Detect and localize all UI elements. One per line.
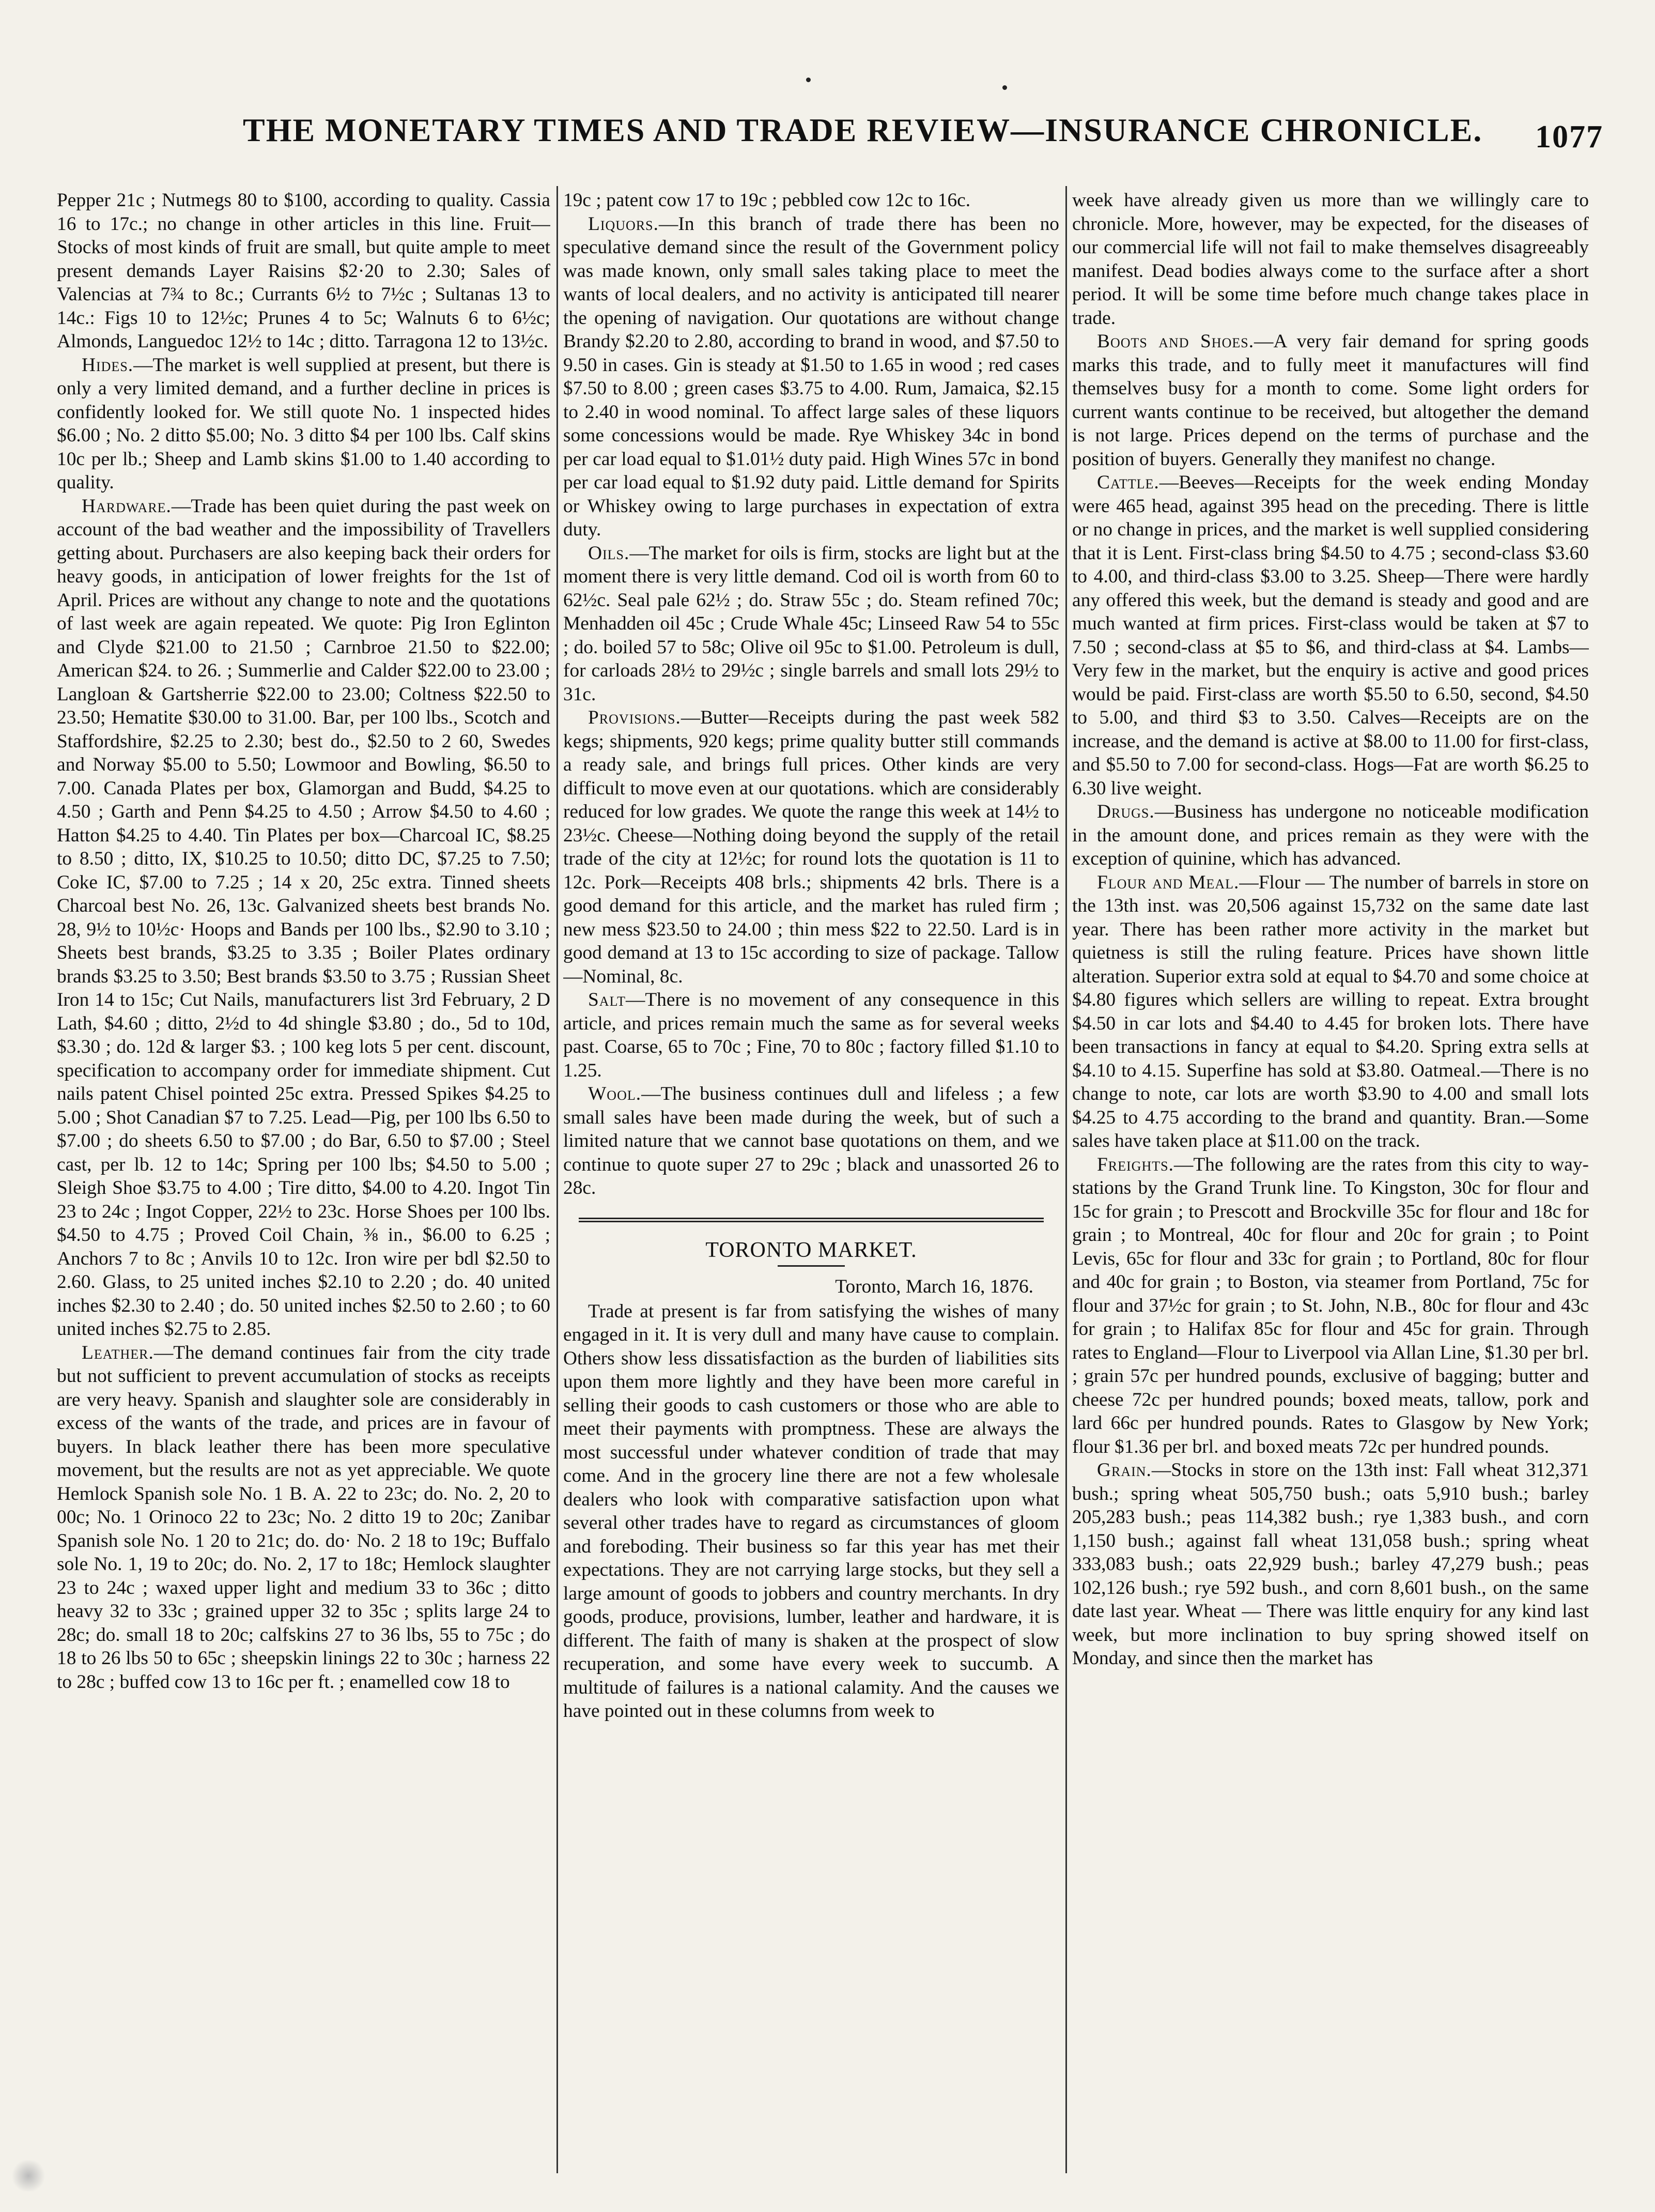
flour-and-meal-section <box>1072 871 1589 1153</box>
dateline: Toronto, March 16, 1876. <box>835 1276 1033 1297</box>
section-heading: Drugs. <box>1097 801 1155 822</box>
section-heading: Grain. <box>1097 1460 1152 1481</box>
column-2 <box>563 189 1059 2168</box>
section-heading: Provisions. <box>588 707 681 728</box>
section-text: —The following are the rates from this city to way-stations by the Grand Trunk line. To Kingston, 30c for flour and 15c for grain ; to Prescott and Brockville 35c for flour and 18c for grain ; to Montreal, 40c for flour and 20c for grain ; to Point Levis, 65c for flour and 33c for grain ; to Portland, 80c for flour and 40c for grain ; to Boston, via steamer from Portland, 75c for flour and 37½c for grain ; to St. John, N.B., 80c for flour and 43c for grain ; to Halifax 85c for flour and 45c for grain. Through rates to England—Flour to Liverpool via Allan Line, $1.30 per brl. ; grain 57c per hundred pounds, exclusive of bagging; butter and cheese 72c per hundred pounds; boxed meats, tallow, pork and lard 66c per hundred pounds. Rates to Glasgow by New York; flour $1.36 per brl. and boxed meats 72c per hundred pounds. <box>1072 1154 1589 1457</box>
section-heading: Hardware. <box>82 495 172 517</box>
section-text: —Beeves—Receipts for the week ending Monday were 465 head, against 395 head on the preceding. There is little or no change in prices, and the market is well supplied considering that it is Lent. First-class bring $4.50 to 4.75 ; second-class $3.60 to 4.00, and third-class $3.00 to 3.25. Sheep—There were hardly any offered this week, but the demand is steady and good and are much wanted at firm prices. First-class would be taken at $7 to 7.50 ; second-class at $5 to $6, and third-class at $4. Lambs—Very few in the market, but the enquiry is active and good prices would be paid. First-class are worth $5.50 to 6.50, second, $4.50 to 5.00, and third $3 to 3.50. Calves—Receipts are on the increase, and the demand is active at $8.00 to 11.00 for first-class, and $5.50 to 7.00 for second-class. Hogs—Fat are worth $6.25 to 6.30 live weight. <box>1072 472 1589 799</box>
salt-section <box>563 988 1059 1082</box>
section-text: —Butter—Receipts during the past week 582 kegs; shipments, 920 kegs; prime quality butter still commands a ready sale, and brings full prices. Other kinds are very difficult to move even at our quotations. which are considerably reduced for low grades. We quote the range this week at 14½ to 23½c. Cheese—Nothing doing beyond the supply of the retail trade of the city at 12½c; for round lots the quotation is 11 to 12c. Pork—Receipts 408 brls.; shipments 42 brls. There is a good demand for this article, and the market has ruled firm ; new mess $23.50 to 24.00 ; thin mess $22 to 22.50. Lard is in good demand at 13 to 15c according to size of package. Tallow —Nominal, 8c. <box>563 707 1059 987</box>
wool-section <box>563 1082 1059 1200</box>
ink-speck <box>1002 85 1007 90</box>
section-heading: Liquors. <box>588 213 659 235</box>
section-text: —The business continues dull and lifeless ; a few small sales have been made during the week, but of such a limited nature that we cannot base quotations on them, and we continue to quote super 27 to 29c ; black and unassorted 26 to 28c. <box>563 1083 1059 1199</box>
toronto-market-paragraph: Trade at present is far from satisfying the wishes of many engaged in it. It is very dull and many have cause to complain. Others show less dissatisfaction as the burden of liabilities sits upon them more lightly and they have been more careful in selling their goods to cash customers or those who are able to meet their payments with promptness. These are always the most successful under whatever condition of trade that may come. And in the grocery line there are not a few wholesale dealers who look with comparative satisfaction upon what several other trades have to regard as circumstances of gloom and foreboding. Their business so far this year has met their expectations. They are not carrying large stocks, but they sell a large amount of goods to jobbers and country merchants. In dry goods, produce, provisions, lumber, leather and hardware, it is different. The faith of many is shaken at the prospect of slow recuperation, and some have every week to succumb. A multitude of failures is a national calamity. And the causes we have pointed out in these columns from week to <box>563 1300 1059 1722</box>
section-divider <box>579 1218 1044 1226</box>
page-header <box>52 96 1603 158</box>
grain-section <box>1072 1458 1589 1670</box>
section-text: —In this branch of trade there has been no speculative demand since the result of the Government policy was made known, only small sales taking place to meet the wants of local dealers, and no activity is anticipated till nearer the opening of navigation. Our quotations are without change Brandy $2.20 to 2.80, according to brand in wood, and $7.50 to 9.50 in cases. Gin is steady at $1.50 to 1.65 in wood ; red cases $7.50 to 8.00 ; green cases $3.75 to 4.00. Rum, Jamaica, $2.15 to 2.40 in wood nominal. To affect large sales of these liquors some concessions would be made. Rye Whiskey 34c in bond per car load equal to $1.01½ duty paid. High Wines 57c in bond per car load equal to $1.92 duty paid. Little demand for Spirits or Whiskey owing to large purchases in expectation of extra duty. <box>563 213 1059 540</box>
column-1 <box>57 189 550 2168</box>
section-text: —Stocks in store on the 13th inst: Fall wheat 312,371 bush.; spring wheat 505,750 bush.; oats 5,910 bush.; barley 205,283 bush.; peas 114,382 bush.; rye 1,383 bush., and corn 1,150 bush.; against fall wheat 131,058 bush.; spring wheat 333,083 bush.; oats 22,929 bush.; barley 47,279 bush.; peas 102,126 bush.; rye 592 bush., and corn 8,601 bush., on the same date last year. Wheat — There was little enquiry for any kind last week, but more inclination to buy spring showed itself on Monday, and since then the market has <box>1072 1460 1589 1669</box>
section-heading: Wool. <box>588 1083 642 1104</box>
heading-rule <box>778 1265 845 1267</box>
section-heading: Oils. <box>588 542 630 564</box>
section-text: —There is no movement of any consequence in this article, and prices remain much the same as for several weeks past. Coarse, 65 to 70c ; Fine, 70 to 80c ; factory filled $1.10 to 1.25. <box>563 989 1059 1081</box>
freights-section <box>1072 1153 1589 1459</box>
print-smudge <box>10 2160 47 2191</box>
section-text: —Flour — The number of barrels in store on the 13th inst. was 20,506 against 15,732 on the same date last year. There has been rather more activity in the market but quietness is still the ruling feature. Prices have shown little alteration. Superior extra sold at equal to $4.70 and some choice at $4.80 figures which sellers are willing to repeat. Extra brought $4.50 in car lots and $4.40 to 4.45 for broken lots. There have been transactions in fancy at equal to $4.20. Spring extra sells at $4.10 to 4.15. Superfine has sold at $3.80. Oatmeal.—There is no change to note, car lots are worth $3.90 to 4.00 and small lots $4.25 to 4.75 according to the brand and quantity. Bran.—Some sales have taken place at $11.00 on the track. <box>1072 871 1589 1151</box>
ink-speck <box>806 78 811 82</box>
section-text: —The demand continues fair from the city trade but not sufficient to prevent accumulation of stocks as receipts are very heavy. Spanish and slaughter sole are considerably in excess of the wants of the trade, and prices are in favour of buyers. In black leather there has been more speculative movement, but the results are not as yet appreciable. We quote Hemlock Spanish sole No. 1 B. A. 22 to 23c; do. No. 2, 20 to 00c; No. 1 Orinoco 22 to 23c; No. 2 ditto 19 to 20c; Zanibar Spanish sole No. 1 20 to 21c; do. do· No. 2 18 to 19c; Buffalo sole No. 1, 19 to 20c; do. No. 2, 17 to 18c; Hemlock slaughter 23 to 24c ; waxed upper light and medium 33 to 36c ; ditto heavy 32 to 33c ; grained upper 32 to 35c ; splits large 24 to 28c; do. small 18 to 20c; calfskins 27 to 36 lbs, 55 to 75c ; do 18 to 26 lbs 50 to 65c ; sheepskin linings 22 to 30c ; harness 22 to 28c ; buffed cow 13 to 16c per ft. ; enamelled cow 18 to <box>57 1342 550 1693</box>
leather-continued-paragraph: 19c ; patent cow 17 to 19c ; pebbled cow 12c to 16c. <box>563 190 971 211</box>
section-text: —Trade has been quiet during the past week on account of the bad weather and the impossibility of Travellers getting about. Purchasers are also keeping back their orders for heavy goods, in anticipation of lower freights for the 1st of April. Prices are without any change to note and the quotations of last week are again repeated. We quote: Pig Iron Eglinton and Clyde $21.00 to 21.50 ; Carnbroe 21.50 to $22.00; American $24. to 26. ; Summerlie and Calder $22.00 to 23.00 ; Langloan & Gartsherrie $22.00 to 23.00; Coltness $22.50 to 23.50; Hematite $30.00 to 31.00. Bar, per 100 lbs., Scotch and Staffordshire, $2.25 to 2.30; best do., $2.50 to 2 60, Swedes and Norway $5.00 to 5.50; Lowmoor and Bowling, $6.50 to 7.00. Canada Plates per box, Glamorgan and Budd, $4.25 to 4.50 ; Garth and Penn $4.25 to 4.50 ; Arrow $4.50 to 4.60 ; Hatton $4.25 to 4.40. Tin Plates per box—Charcoal IC, $8.25 to 8.50 ; ditto, IX, $10.25 to 10.50; ditto DC, $7.25 to 7.50; Coke IC, $7.00 to 7.25 ; 14 x 20, 25c extra. Tinned sheets Charcoal best No. 26, 13c. Galvanized sheets best brands No. 28, 9½ to 10½c· Hoops and Bands per 100 lbs., $2.90 to 3.10 ; Sheets best brands, $3.25 to 3.35 ; Boiler Plates ordinary brands $3.25 to 3.50; Best brands $3.50 to 3.75 ; Russian Sheet Iron 14 to 15c; Cut Nails, manufacturers list 3rd February, 2 D Lath, $4.60 ; ditto, 2½d to 4d shingle $3.80 ; do., 5d to 10d, $3.30 ; do. 12d & larger $3. ; 100 keg lots 5 per cent. discount, specification to accompany order for immediate shipment. Cut nails patent Chisel pointed 25c extra. Pressed Spikes $4.25 to 5.00 ; Shot Canadian $7 to 7.25. Lead—Pig, per 100 lbs 6.50 to $7.00 ; do sheets 6.50 to $7.00 ; do Bar, 6.50 to $7.00 ; Steel cast, per lb. 12 to 14c; Spring per 100 lbs; $4.50 to 5.00 ; Sleigh Shoe $3.75 to 4.00 ; Tire ditto, $4.00 to 4.20. Ingot Tin 23 to 24c ; Ingot Copper, 22½ to 23c. Horse Shoes per 100 lbs. $4.50 to 4.75 ; Proved Coil Chain, ⅜ in., $6.00 to 6.25 ; Anchors 7 to 8c ; Anvils 10 to 12c. Iron wire per bdl $2.50 to 2.60. Glass, to 25 united inches $2.10 to 2.20 ; do. 40 united inches $2.30 to 2.40 ; do. 50 united inches $2.50 to 2.60 ; to 60 united inches $2.75 to 2.85. <box>57 495 550 1340</box>
oils-section <box>563 542 1059 706</box>
masthead-title: THE MONETARY TIMES AND TRADE REVIEW—INSURANCE CHRONICLE. <box>243 112 1483 148</box>
spices-fruit-paragraph: Pepper 21c ; Nutmegs 80 to $100, according to quality. Cassia 16 to 17c.; no change in other articles in this line. Fruit—Stocks of most kinds of fruit are small, but quite ample to meet present demands Layer Raisins $2·20 to 2.30; Sales of Valencias at 7¾ to 8c.; Currants 6½ to 7½c ; Sultanas 13 to 14c.: Figs 10 to 12½c; Prunes 4 to 5c; Walnuts 6 to 6½c; Almonds, Languedoc 12½ to 14c ; ditto. Tarragona 12 to 13½c. <box>57 190 550 352</box>
column-rule <box>556 186 558 2173</box>
section-heading: Freights. <box>1097 1154 1174 1175</box>
section-heading: Boots and Shoes. <box>1097 331 1255 352</box>
cattle-section <box>1072 471 1589 800</box>
section-text: —The market is well supplied at present, but there is only a very limited demand, and a further decline in prices is confidently looked for. We still quote No. 1 inspected hides $6.00 ; No. 2 ditto $5.00; No. 3 ditto $4 per 100 lbs. Calf skins 10c per lb.; Sheep and Lamb skins $1.00 to 1.40 according to quality. <box>57 354 550 493</box>
section-heading: Leather. <box>82 1342 154 1363</box>
column-3 <box>1072 189 1589 2168</box>
section-text: —Business has undergone no noticeable modification in the amount done, and prices remain as they were with the exception of quinine, which has advanced. <box>1072 801 1589 869</box>
leather-section <box>57 1341 550 1694</box>
section-heading: Cattle. <box>1097 472 1159 493</box>
provisions-section <box>563 706 1059 988</box>
section-heading: Flour and Meal. <box>1097 871 1240 893</box>
section-heading: Salt <box>588 989 626 1010</box>
page-number: 1077 <box>1535 119 1603 155</box>
toronto-market-heading: TORONTO MARKET. <box>705 1238 917 1262</box>
section-text: —The market for oils is firm, stocks are light but at the moment there is very little demand. Cod oil is worth from 60 to 62½c. Seal pale 62½ ; do. Straw 55c ; do. Steam refined 70c; Menhadden oil 45c ; Crude Whale 45c; Linseed Raw 54 to 55c ; do. boiled 57 to 58c; Olive oil 95c to $1.00. Petroleum is dull, for carloads 28½ to 29½c ; single barrels and small lots 29½ to 31c. <box>563 542 1059 705</box>
toronto-market-continued-paragraph: week have already given us more than we willingly care to chronicle. More, however, may be expected, for the diseases of our commercial life will not fail to make themselves disagreeably manifest. Dead bodies always come to the surface after a short period. It will be some time before much change takes place in trade. <box>1072 190 1589 329</box>
hardware-section <box>57 495 550 1341</box>
column-rule <box>1065 186 1067 2173</box>
hides-section <box>57 354 550 495</box>
liquors-section <box>563 212 1059 542</box>
drugs-section <box>1072 800 1589 871</box>
boots-and-shoes-section <box>1072 330 1589 471</box>
section-text: —A very fair demand for spring goods marks this trade, and to fully meet it manufactures will find themselves busy for a month to come. Some light orders for current wants continue to be received, but altogether the demand is not large. Prices depend on the terms of purchase and the position of buyers. Generally they manifest no change. <box>1072 331 1589 470</box>
section-heading: Hides. <box>82 354 134 376</box>
